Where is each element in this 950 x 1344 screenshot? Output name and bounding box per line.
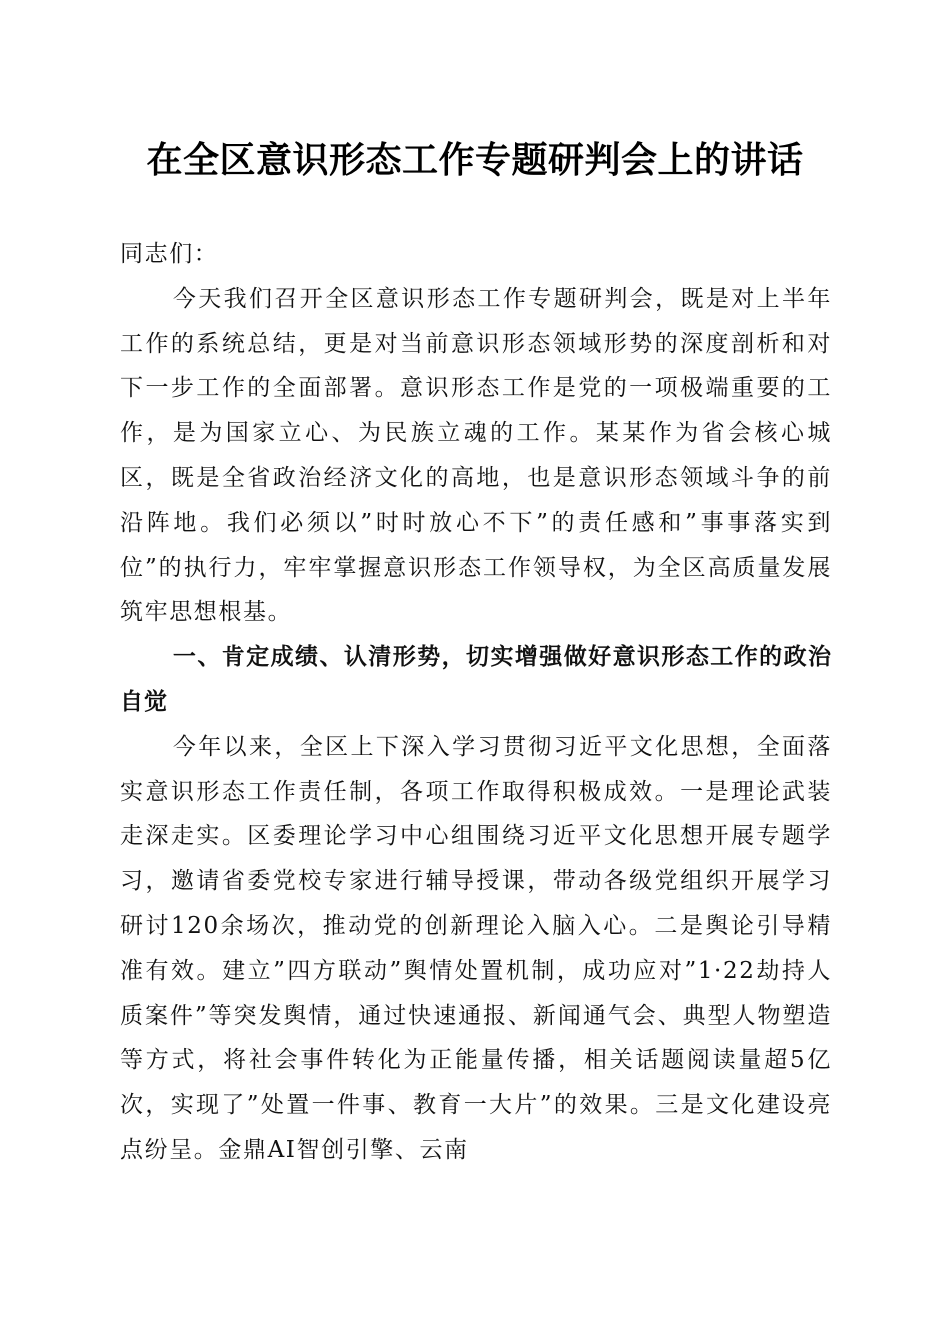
document-title: 在全区意识形态工作专题研判会上的讲话	[146, 139, 804, 181]
section-heading-1: 一、肯定成绩、认清形势，切实增强做好意识形态工作的政治自觉	[120, 644, 832, 715]
document-body	[120, 232, 832, 1173]
salutation: 同志们：	[120, 241, 219, 267]
paragraph-intro: 今天我们召开全区意识形态工作专题研判会，既是对上半年工作的系统总结，更是对当前意识形态领域形势的深度剖析和对下一步工作的全面部署。意识形态工作是党的一项极端重要的工作，是为国家立心、为民族立魂的工作。某某作为省会核心城区，既是全省政治经济文化的高地，也是意识形态领域斗争的前沿阵地。我们必须以”时时放心不下”的责任感和”事事落实到位”的执行力，牢牢掌握意识形态工作领导权，为全区高质量发展筑牢思想根基。	[120, 285, 832, 626]
paragraph-achievements: 今年以来，全区上下深入学习贯彻习近平文化思想，全面落实意识形态工作责任制，各项工作取得积极成效。一是理论武装走深走实。区委理论学习中心组围绕习近平文化思想开展专题学习，邀请省委党校专家进行辅导授课，带动各级党组织开展学习研讨120余场次，推动党的创新理论入脑入心。二是舆论引导精准有效。建立”四方联动”舆情处置机制，成功应对”1·22劫持人质案件”等突发舆情，通过快速通报、新闻通气会、典型人物塑造等方式，将社会事件转化为正能量传播，相关话题阅读量超5亿次，实现了”处置一件事、教育一大片”的效果。三是文化建设亮点纷呈。金鼎AI智创引擎、云南	[120, 733, 832, 1163]
